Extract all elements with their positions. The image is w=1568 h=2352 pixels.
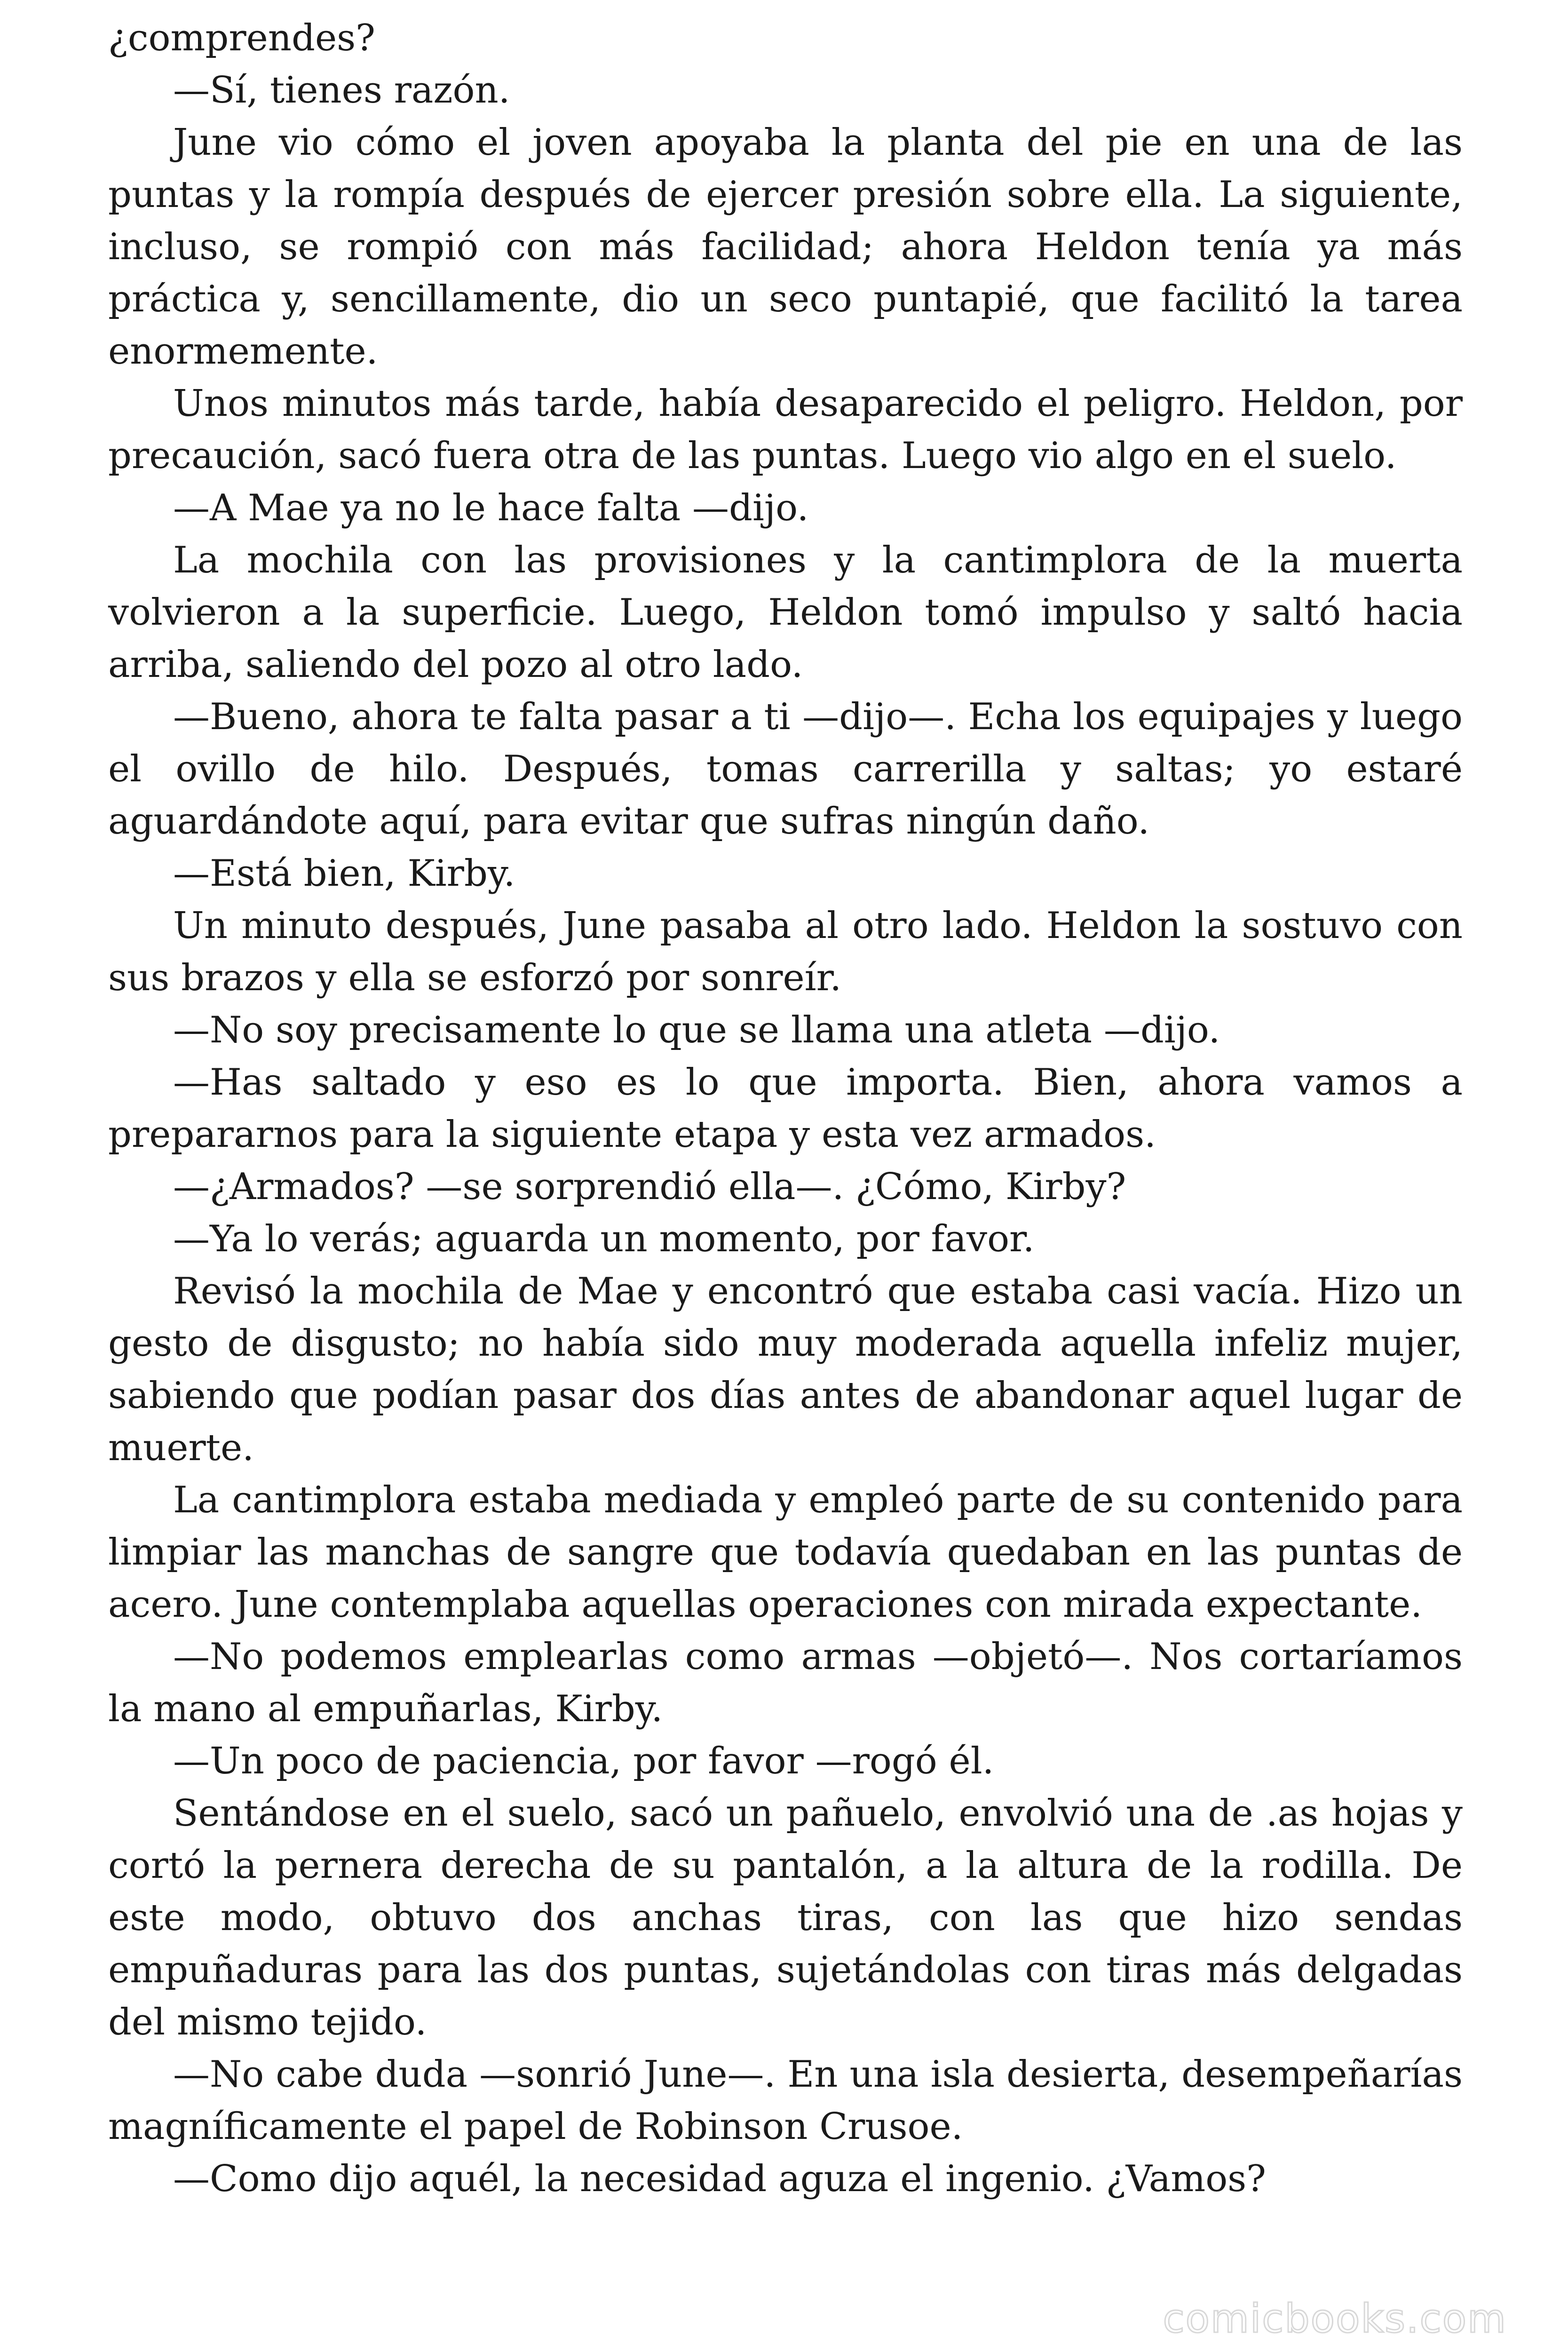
paragraph-9: Un minuto después, June pasaba al otro lado. Heldon la sostuvo con sus brazos y ella se esforzó por sonreír.	[108, 905, 1463, 999]
paragraph-18: Sentándose en el suelo, sacó un pañuelo, envolvió una de .as hojas y cortó la pernera derecha de su pantalón, a la altura de la rodilla. De este modo, obtuvo dos anchas tiras, con las que hizo sendas empuñaduras para las dos puntas, sujetándolas con tiras más delgadas del mismo tejido.	[108, 1792, 1463, 2043]
paragraph-14: Revisó la mochila de Mae y encontró que estaba casi vacía. Hizo un gesto de disgusto; no había sido muy moderada aquella infeliz mujer, sabiendo que podían pasar dos días antes de abandonar aquel lugar de muerte.	[108, 1270, 1463, 1469]
paragraph-15: La cantimplora estaba mediada y empleó parte de su contenido para limpiar las manchas de sangre que todavía quedaban en las puntas de acero. June contemplaba aquellas operaciones con mirada expectante.	[108, 1479, 1463, 1626]
paragraph-1: ¿comprendes?	[108, 17, 375, 59]
paragraph-3: June vio cómo el joven apoyaba la planta del pie en una de las puntas y la rompía después de ejercer presión sobre ella. La siguiente, incluso, se rompió con más facilidad; ahora Heldon tenía ya más práctica y, sencillamente, dio un seco puntapié, que facilitó la tarea enormemente.	[108, 121, 1463, 373]
book-page	[108, 12, 1463, 2317]
paragraph-19: —No cabe duda —sonrió June—. En una isla desierta, desempeñarías magníficamente el papel de Robinson Crusoe.	[108, 2053, 1463, 2148]
paragraph-8: —Está bien, Kirby.	[173, 852, 515, 895]
paragraph-5: —A Mae ya no le hace falta —dijo.	[173, 487, 809, 529]
paragraph-16: —No podemos emplearlas como armas —objetó—. Nos cortaríamos la mano al empuñarlas, Kirby.	[108, 1636, 1463, 1730]
paragraph-11: —Has saltado y eso es lo que importa. Bien, ahora vamos a prepararnos para la siguiente etapa y esta vez armados.	[108, 1061, 1463, 1156]
watermark: comicbooks.com	[1163, 2296, 1507, 2342]
paragraph-12: —¿Armados? —se sorprendió ella—. ¿Cómo, Kirby?	[173, 1166, 1126, 1208]
paragraph-13: —Ya lo verás; aguarda un momento, por favor.	[173, 1218, 1035, 1260]
paragraph-17: —Un poco de paciencia, por favor —rogó él.	[173, 1740, 994, 1782]
paragraph-2: —Sí, tienes razón.	[173, 69, 510, 111]
paragraph-6: La mochila con las provisiones y la cantimplora de la muerta volvieron a la superficie. Luego, Heldon tomó impulso y saltó hacia arriba, saliendo del pozo al otro lado.	[108, 539, 1463, 686]
paragraph-20: —Como dijo aquél, la necesidad aguza el ingenio. ¿Vamos?	[173, 2158, 1267, 2200]
paragraph-4: Unos minutos más tarde, había desaparecido el peligro. Heldon, por precaución, sacó fuera otra de las puntas. Luego vio algo en el suelo.	[108, 382, 1463, 477]
paragraph-10: —No soy precisamente lo que se llama una atleta —dijo.	[173, 1009, 1220, 1051]
paragraph-7: —Bueno, ahora te falta pasar a ti —dijo—. Echa los equipajes y luego el ovillo de hilo. Después, tomas carrerilla y saltas; yo estaré aguardándote aquí, para evitar que sufras ningún daño.	[108, 696, 1463, 842]
